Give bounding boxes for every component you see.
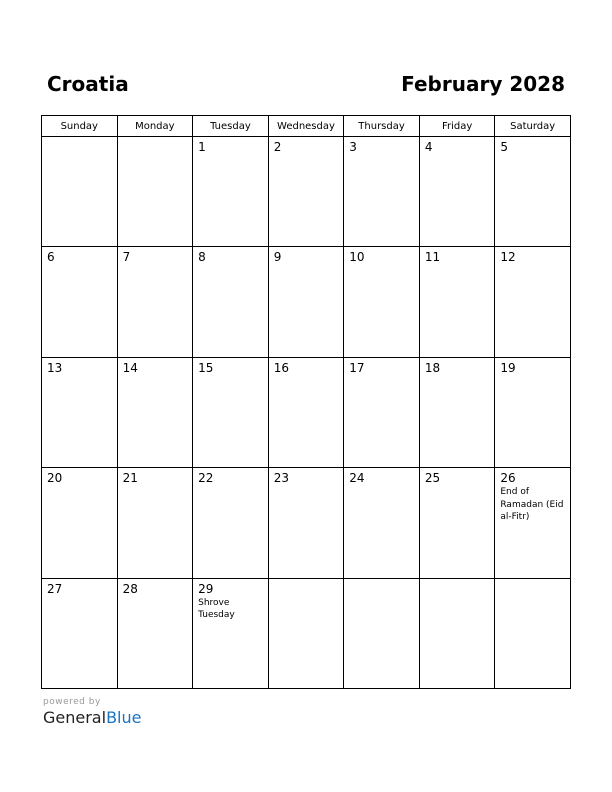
day-cell (193, 137, 269, 247)
weekday-header-row (42, 116, 571, 137)
weekday-friday: Friday (419, 116, 495, 137)
day-cell (117, 468, 193, 578)
brand-general-text: General (43, 708, 107, 727)
day-cell (42, 137, 118, 247)
day-number: 27 (47, 581, 63, 596)
day-number: 6 (47, 250, 55, 265)
day-number: 9 (273, 250, 282, 265)
day-number: 1 (198, 140, 206, 154)
calendar-grid (41, 115, 571, 689)
day-number: 3 (349, 140, 357, 154)
day-cell (495, 357, 571, 467)
week-row-5 (42, 578, 571, 688)
day-number: 20 (47, 471, 63, 486)
day-cell (193, 578, 269, 688)
day-cell (42, 247, 118, 357)
weekday-sunday: Sunday (42, 116, 118, 137)
day-cell (193, 357, 269, 467)
day-cell (117, 357, 193, 467)
week-row-4 (42, 468, 571, 578)
holiday-end-of-ramadan: End of Ramadan (Eid al-Fitr) (500, 487, 564, 523)
weekday-monday: Monday (117, 116, 193, 137)
weekday-tuesday: Tuesday (193, 116, 269, 137)
day-cell (419, 468, 495, 578)
day-number: 17 (349, 360, 365, 375)
day-number: 23 (273, 471, 289, 486)
weekday-wednesday: Wednesday (268, 116, 344, 137)
footer-branding (43, 697, 141, 728)
day-cell (344, 137, 420, 247)
day-cell (117, 247, 193, 357)
day-cell (193, 468, 269, 578)
day-number: 10 (349, 250, 365, 265)
day-number: 12 (500, 250, 516, 265)
brand-blue-text: Blue (106, 708, 142, 727)
day-cell (419, 357, 495, 467)
generalblue-logo (43, 708, 141, 728)
day-number: 16 (273, 360, 289, 375)
day-cell (495, 137, 571, 247)
day-cell (495, 468, 571, 578)
day-number: 28 (122, 581, 138, 596)
day-cell (419, 247, 495, 357)
day-number: 24 (349, 471, 365, 486)
day-cell (268, 578, 344, 688)
weekday-saturday: Saturday (495, 116, 571, 137)
day-cell (268, 137, 344, 247)
day-cell (419, 137, 495, 247)
day-cell (419, 578, 495, 688)
day-number: 8 (198, 250, 206, 265)
day-cell (495, 578, 571, 688)
week-row-2 (42, 247, 571, 357)
day-cell (117, 137, 193, 247)
month-title: February 2028 (401, 72, 565, 96)
day-cell (344, 468, 420, 578)
day-number: 11 (424, 250, 441, 265)
day-cell (344, 578, 420, 688)
day-number: 25 (424, 471, 441, 486)
day-number: 18 (424, 360, 441, 375)
day-cell (344, 247, 420, 357)
day-number: 22 (198, 471, 214, 486)
day-number: 19 (500, 360, 516, 375)
day-cell (495, 247, 571, 357)
day-cell (117, 578, 193, 688)
day-number: 5 (500, 140, 509, 154)
day-cell (42, 468, 118, 578)
day-cell (268, 468, 344, 578)
day-number: 29 (198, 581, 214, 596)
weekday-thursday: Thursday (344, 116, 420, 137)
day-number: 4 (424, 140, 433, 154)
day-number: 2 (273, 140, 282, 154)
week-row-1 (42, 137, 571, 247)
day-number: 13 (47, 360, 63, 375)
day-cell (268, 247, 344, 357)
day-number: 26 (500, 471, 516, 486)
day-number: 14 (122, 360, 138, 375)
day-number: 21 (122, 471, 138, 486)
day-cell (42, 357, 118, 467)
holiday-shrove-tuesday: Shrove Tuesday (198, 597, 235, 621)
day-cell (268, 357, 344, 467)
day-cell (42, 578, 118, 688)
day-number: 15 (198, 360, 214, 375)
week-row-3 (42, 357, 571, 467)
day-cell (193, 247, 269, 357)
day-cell (344, 357, 420, 467)
powered-by-text: powered by (43, 697, 101, 707)
day-number: 7 (122, 250, 131, 265)
country-title: Croatia (47, 72, 129, 96)
